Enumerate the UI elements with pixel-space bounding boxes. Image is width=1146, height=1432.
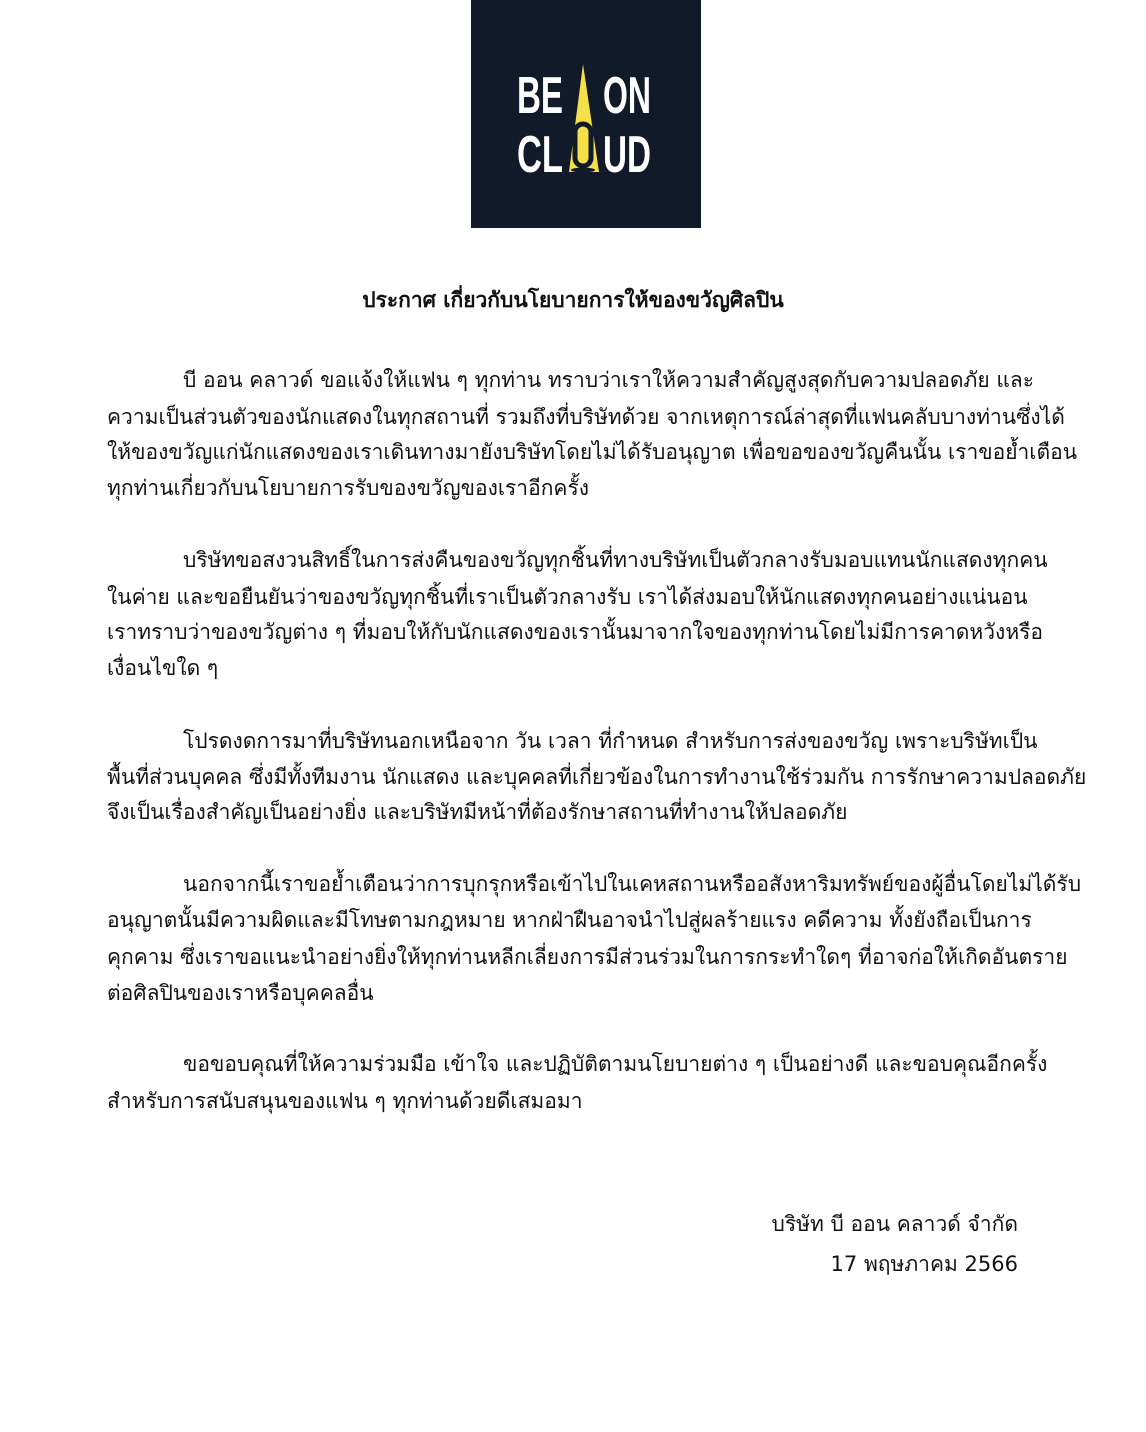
- logo-graphic: [471, 0, 701, 228]
- text-line: บริษัทขอสงวนสิทธิ์ในการส่งคืนของขวัญทุกชิ้นที่ทางบริษัทเป็นตัวกลางรับมอบแทนนักแสดงทุกคน: [183, 548, 1048, 572]
- beon-cloud-logo: [471, 0, 701, 228]
- text-line: ให้ของขวัญแก่นักแสดงของเราเดินทางมายังบริษัทโดยไม่ได้รับอนุญาต เพื่อขอของขวัญคืนนั้น เราขอย้ำเตือน: [107, 440, 1078, 464]
- text-line: เราทราบว่าของขวัญต่าง ๆ ที่มอบให้กับนักแสดงของเรานั้นมาจากใจของทุกท่านโดยไม่มีการคาดหวังหรือ: [107, 620, 1044, 644]
- text-line: บี ออน คลาวด์ ขอแจ้งให้แฟน ๆ ทุกท่าน ทราบว่าเราให้ความสำคัญสูงสุดกับความปลอดภัย และ: [183, 368, 1035, 392]
- signature-company: บริษัท บี ออน คลาวด์ จำกัด: [771, 1212, 1018, 1236]
- text-line: จึงเป็นเรื่องสำคัญเป็นอย่างยิ่ง และบริษัทมีหน้าที่ต้องรักษาสถานที่ทำงานให้ปลอดภัย: [107, 800, 848, 824]
- text-line: ในค่าย และขอยืนยันว่าของขวัญทุกชิ้นที่เราเป็นตัวกลางรับ เราได้ส่งมอบให้นักแสดงทุกคนอย่างแน่นอน: [107, 585, 1028, 609]
- svg-text:ON: ON: [603, 67, 651, 125]
- announcement-title: ประกาศ เกี่ยวกับนโยบายการให้ของขวัญศิลปิน: [362, 288, 784, 312]
- text-line: คุกคาม ซึ่งเราขอแนะนำอย่างยิ่งให้ทุกท่านหลีกเลี่ยงการมีส่วนร่วมในการกระทำใดๆ ที่อาจก่อให้เกิดอันตราย: [107, 945, 1068, 969]
- text-line: พื้นที่ส่วนบุคคล ซึ่งมีทั้งทีมงาน นักแสดง และบุคคลที่เกี่ยวข้องในการทำงานใช้ร่วมกัน การรักษาความปลอดภัย: [107, 765, 1087, 789]
- svg-text:BE: BE: [517, 67, 563, 125]
- signature-date: 17 พฤษภาคม 2566: [830, 1252, 1018, 1276]
- text-line: ต่อศิลปินของเราหรือบุคคลอื่น: [107, 981, 374, 1005]
- text-line: ความเป็นส่วนตัวของนักแสดงในทุกสถานที่ รวมถึงที่บริษัทด้วย จากเหตุการณ์ล่าสุดที่แฟนคลับบางท่านซึ่งได้: [107, 405, 1065, 429]
- text-line: เงื่อนไขใด ๆ: [107, 656, 219, 680]
- svg-text:CL: CL: [517, 126, 563, 184]
- text-line: ทุกท่านเกี่ยวกับนโยบายการรับของขวัญของเราอีกครั้ง: [107, 476, 589, 500]
- text-line: ขอขอบคุณที่ให้ความร่วมมือ เข้าใจ และปฏิบัติตามนโยบายต่าง ๆ เป็นอย่างดี และขอบคุณอีกครั้ง: [183, 1052, 1048, 1076]
- svg-text:UD: UD: [603, 126, 651, 184]
- text-line: สำหรับการสนับสนุนของแฟน ๆ ทุกท่านด้วยดีเสมอมา: [107, 1089, 583, 1113]
- text-line: นอกจากนี้เราขอย้ำเตือนว่าการบุกรุกหรือเข้าไปในเคหสถานหรืออสังหาริมทรัพย์ของผู้อื่นโดยไม่ได้รับ: [183, 872, 1082, 896]
- text-line: อนุญาตนั้นมีความผิดและมีโทษตามกฎหมาย หากฝ่าฝืนอาจนำไปสู่ผลร้ายแรง คดีความ ทั้งยังถือเป็นการ: [107, 908, 1032, 932]
- text-line: โปรดงดการมาที่บริษัทนอกเหนือจาก วัน เวลา ที่กำหนด สำหรับการส่งของขวัญ เพราะบริษัทเป็น: [183, 729, 1038, 753]
